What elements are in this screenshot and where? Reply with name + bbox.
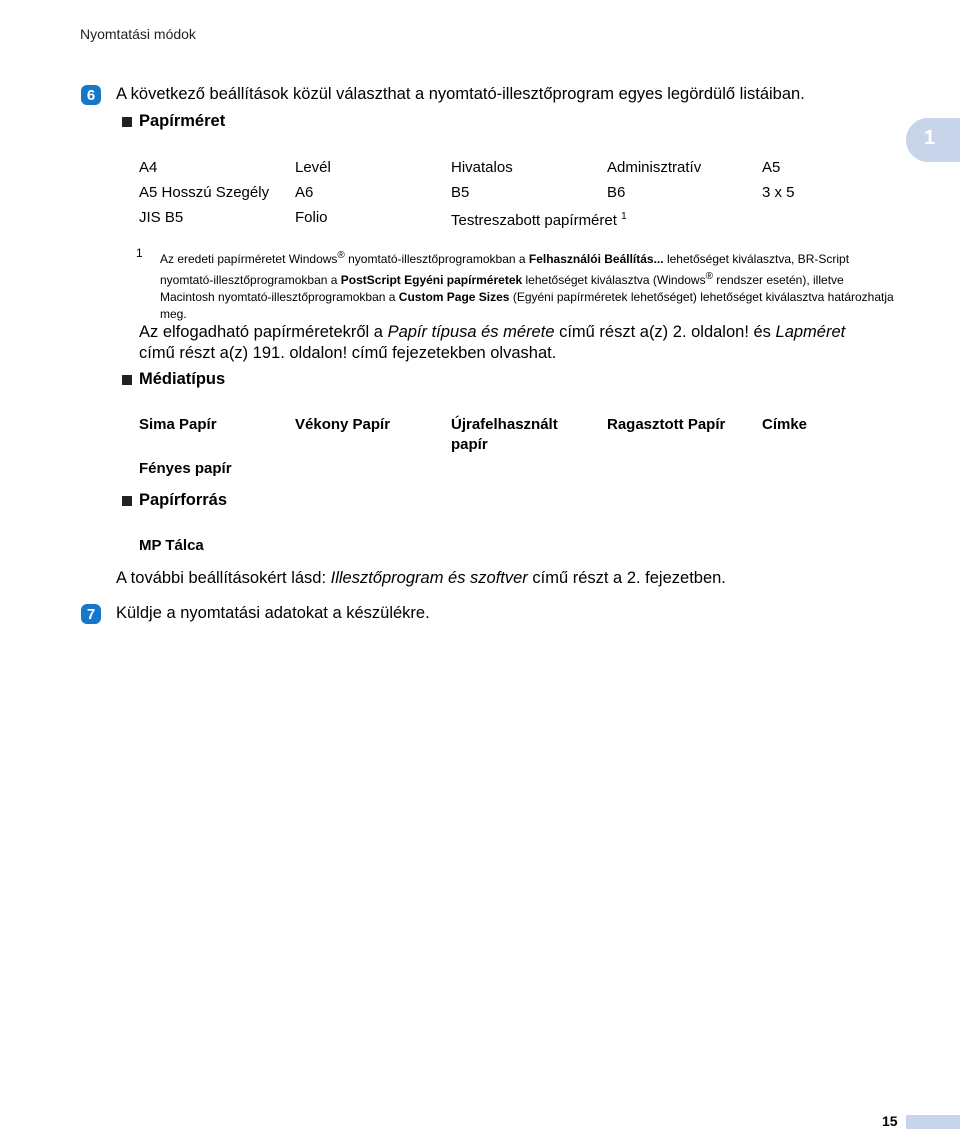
paper-size-cell: Testreszabott papírméret $^1$ bbox=[451, 211, 627, 229]
media-type-cell: papír bbox=[451, 436, 488, 453]
paper-size-cell: A4 bbox=[139, 159, 158, 176]
chapter-number: 1 bbox=[924, 127, 936, 149]
footnote-ref: 1 bbox=[621, 211, 627, 222]
page-number: 15 bbox=[882, 1113, 898, 1129]
paper-size-cell: B6 bbox=[607, 184, 626, 201]
footnote-number: 1 bbox=[136, 246, 143, 260]
bullet-square-icon bbox=[122, 117, 132, 127]
chapter-tab bbox=[906, 118, 960, 162]
bullet-square-icon bbox=[122, 496, 132, 506]
step-7-badge: 7 bbox=[81, 604, 101, 624]
step-6-text: A következő beállítások közül választhat a nyomtató-illesztőprogram egyes legördülő listáiban. bbox=[116, 85, 805, 103]
media-type-cell: Fényes papír bbox=[139, 460, 232, 477]
paragraph-more-settings: A további beállításokért lásd: Illesztőprogram és szoftver című részt a 2. fejezetben. bbox=[116, 569, 726, 587]
paper-size-cell: Levél bbox=[295, 159, 331, 176]
media-type-cell: Sima Papír bbox=[139, 416, 217, 433]
paper-size-cell: Hivatalos bbox=[451, 159, 513, 176]
media-type-cell: Címke bbox=[762, 416, 808, 433]
mediatipus-heading: Médiatípus bbox=[139, 370, 226, 388]
paper-source-cell: MP Tálca bbox=[139, 537, 204, 554]
media-type-cell: Vékony Papír bbox=[295, 416, 391, 433]
paper-size-cell: A5 Hosszú Szegély bbox=[139, 184, 270, 201]
paper-size-cell: Folio bbox=[295, 209, 328, 226]
page-header: Nyomtatási módok bbox=[80, 26, 196, 42]
bullet-square-icon bbox=[122, 375, 132, 385]
media-type-cell: Újrafelhasznált bbox=[451, 416, 558, 433]
paper-size-cell: Adminisztratív bbox=[607, 159, 702, 176]
paper-size-cell: A6 bbox=[295, 184, 314, 201]
media-type-cell: Ragasztott Papír bbox=[607, 416, 726, 433]
paper-size-cell: A5 bbox=[762, 159, 781, 176]
paper-size-cell: JIS B5 bbox=[139, 209, 184, 226]
page-footer-bar bbox=[906, 1115, 960, 1129]
papirmeret-heading: Papírméret bbox=[139, 112, 226, 130]
paper-size-cell: 3 x 5 bbox=[762, 184, 795, 201]
step-6-badge: 6 bbox=[81, 85, 101, 105]
footnote-text: Az eredeti papírméretet Windows® nyomtató-illesztőprogramokban a Felhasználói Beállítás... lehetőséget kiválasztva, BR-Script nyomtató-illesztőprogramokban a PostScript Egyéni papírméretek lehetőséget kiválasztva (Windows® rendszer esetén), illetve Macintosh nyomtató-illesztőprogramokban a Custom Page Sizes (Egyéni papírméretek lehetőséget) lehetőséget kiválasztva határozhatja meg. bbox=[160, 250, 894, 321]
paper-size-cell: B5 bbox=[451, 184, 470, 201]
paragraph-paper-sizes: Az elfogadható papírméretekről a Papír típusa és mérete című részt a(z) 2. oldalon! és Lapméret bbox=[139, 323, 846, 341]
step-7-text: Küldje a nyomtatási adatokat a készülékre. bbox=[116, 604, 430, 622]
paragraph-paper-sizes-line2: című részt a(z) 191. oldalon! című fejezetekben olvashat. bbox=[139, 344, 557, 362]
papirforras-heading: Papírforrás bbox=[139, 491, 228, 509]
